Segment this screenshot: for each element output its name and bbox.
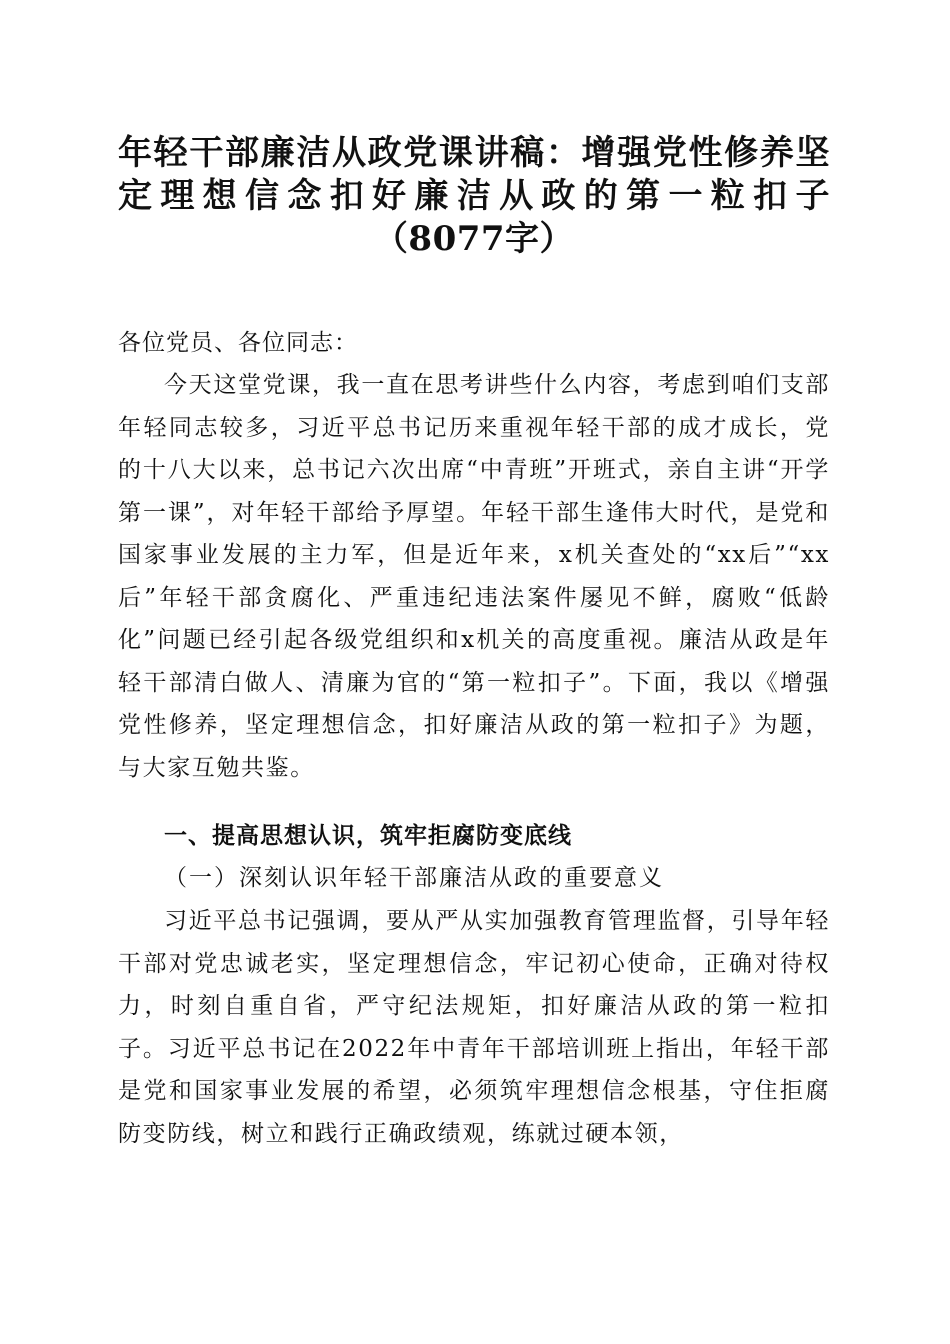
- document-title: 年轻干部廉洁从政党课讲稿：增强党性修养坚定理想信念扣好廉洁从政的第一粒扣子（8077字）: [118, 133, 830, 259]
- subsection-heading-1-1: （一）深刻认识年轻干部廉洁从政的重要意义: [164, 865, 664, 891]
- section-heading-1: 一、提高思想认识，筑牢拒腐防变底线: [164, 823, 572, 849]
- paragraph-body-1: 习近平总书记强调，要从严从实加强教育管理监督，引导年轻干部对党忠诚老实，坚定理想信念，牢记初心使命，正确对待权力，时刻自重自省，严守纪法规矩，扣好廉洁从政的第一粒扣子。习近平总书记在2022年中青年干部培训班上指出，年轻干部是党和国家事业发展的希望，必须筑牢理想信念根基，守住拒腐防变防线，树立和践行正确政绩观，练就过硬本领，: [118, 908, 830, 1147]
- paragraph-intro: 今天这堂党课，我一直在思考讲些什么内容，考虑到咱们支部年轻同志较多，习近平总书记历来重视年轻干部的成才成长，党的十八大以来，总书记六次出席“中青班”开班式，亲自主讲“开学第一课”，对年轻干部给予厚望。年轻干部生逢伟大时代，是党和国家事业发展的主力军，但是近年来，x机关查处的“xx后”“xx后”年轻干部贪腐化、严重违纪违法案件屡见不鲜，腐败“低龄化”问题已经引起各级党组织和x机关的高度重视。廉洁从政是年轻干部清白做人、清廉为官的“第一粒扣子”。下面，我以《增强党性修养，坚定理想信念，扣好廉洁从政的第一粒扣子》为题，与大家互勉共鉴。: [118, 372, 830, 781]
- salutation: 各位党员、各位同志：: [118, 330, 358, 356]
